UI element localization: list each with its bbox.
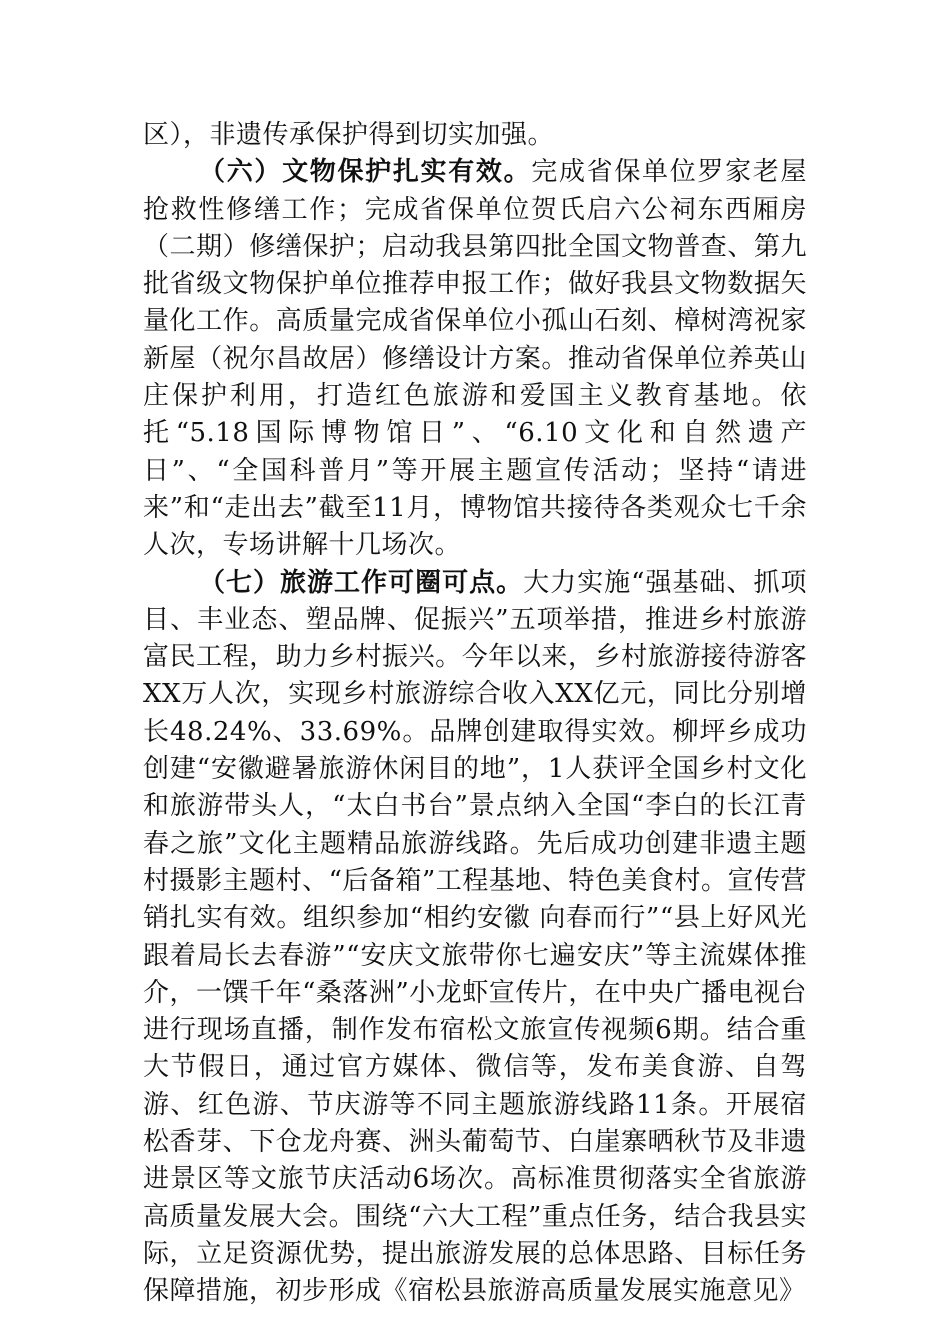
paragraph-text: 大力实施“强基础、抓项目、丰业态、塑品牌、促振兴”五项举措，推进乡村旅游富民工程，助力乡村振兴。今年以来，乡村旅游接待游客XX万人次，实现乡村旅游综合收入XX亿元，同比分别增长48.24%、33.69%。品牌创建取得实效。柳坪乡成功创建“安徽避暑旅游休闲目的地”，1人获评全国乡村文化和旅游带头人，“太白书台”景点纳入全国“李白的长江青春之旅”文化主题精品旅游线路。先后成功创建非遗主题村摄影主题村、“后备箱”工程基地、特色美食村。宣传营销扎实有效。组织参加“相约安徽 向春而行”“县上好风光 跟着局长去春游”“安庆文旅带你七遍安庆”等主流媒体推介，一馔千年“桑落洲”小龙虾宣传片，在中央广播电视台进行现场直播，制作发布宿松文旅宣传视频6期。结合重大节假日，通过官方媒体、微信等，发布美食游、自驾游、红色游、节庆游等不同主题旅游线路11条。开展宿松香芽、下仓龙舟赛、洲头葡萄节、白崖寨晒秋节及非遗进景区等文旅节庆活动6场次。高标准贯彻落实全省旅游高质量发展大会。围绕“六大工程”重点任务，结合我县实际，立足资源优势，提出旅游发展的总体思路、目标任务保障措施，初步形成《宿松县旅游高质量发展实施意见》: [143, 567, 807, 1307]
paragraph-text: 完成省保单位罗家老屋抢救性修缮工作；完成省保单位贺氏启六公祠东西厢房（二期）修缮保护；启动我县第四批全国文物普查、第九批省级文物保护单位推荐申报工作；做好我县文物数据矢量化工作。高质量完成省保单位小孤山石刻、樟树湾祝家新屋（祝尔昌故居）修缮设计方案。推动省保单位养英山庄保护利用，打造红色旅游和爱国主义教育基地。依托“5.18国际博物馆日”、“6.10文化和自然遗产日”、“全国科普月”等开展主题宣传活动；坚持“请进来”和“走出去”截至11月，博物馆共接待各类观众七千余人次，专场讲解十几场次。: [143, 157, 807, 561]
paragraph-tourism: [143, 565, 807, 1311]
paragraph-text: 区），非遗传承保护得到切实加强。: [143, 120, 555, 150]
paragraph-continuation: [143, 117, 807, 154]
document-page: [143, 117, 807, 1311]
paragraph-cultural-relics: [143, 154, 807, 564]
section-heading-six: （六）文物保护扎实有效。: [199, 157, 532, 188]
section-heading-seven: （七）旅游工作可圈可点。: [199, 567, 524, 598]
